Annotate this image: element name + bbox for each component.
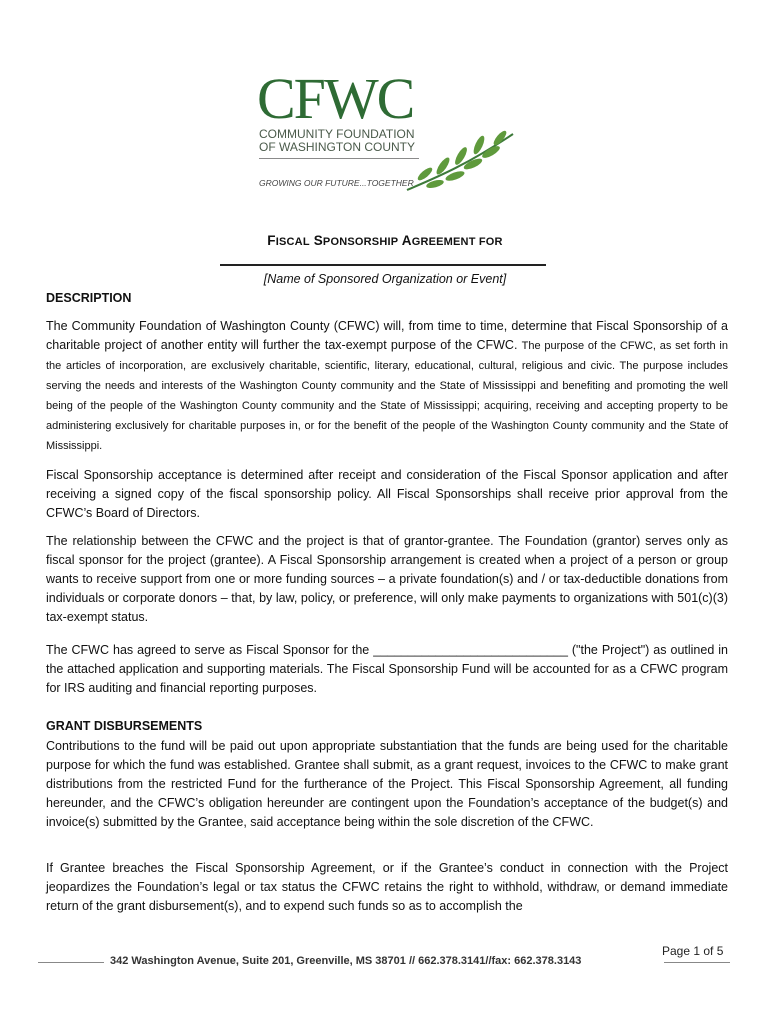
document-subtitle: [Name of Sponsored Organization or Event] [263,272,507,286]
footer-rule-left [38,962,104,963]
logo-tagline: GROWING OUR FUTURE...TOGETHER [259,178,414,188]
grant-paragraph-2: If Grantee breaches the Fiscal Sponsorship Agreement, or if the Grantee’s conduct in connection with the Project jeopardizes the Foundation’s legal or tax status the CFWC retains the right to withhold, withdraw, or demand immediate return of the grant disbursement(s), and to expend such funds so as to accomplish the [46,861,728,913]
description-paragraph-2: Fiscal Sponsorship acceptance is determined after receipt and consideration of the Fiscal Sponsor application and after receiving a signed copy of the fiscal sponsorship policy. All Fiscal Sponsorships shall receive prior approval from the CFWC’s Board of Directors. [46,468,728,520]
title-blank-line [220,264,546,266]
grant-paragraph-1: Contributions to the fund will be paid out upon appropriate substantiation that the funds are being used for the charitable purpose for which the fund was established. Grantee shall submit, as a grant request, invoices to the CFWC to make grant distributions from the restricted Fund for the furtherance of the Project. This Fiscal Sponsorship Agreement, all funding hereunder, and the CFWC’s obligation hereunder are contingent upon the Foundation’s acceptance of the budget(s) and invoice(s) submitted by the Grantee, said acceptance being within the sole discretion of the CFWC. [46,739,728,829]
cfwc-logo [255,66,520,195]
description-paragraph-4: The CFWC has agreed to serve as Fiscal Sponsor for the ____________________________ ("the Project") as outlined in the attached application and supporting materials. The Fiscal Sponsorship Fund will be accounted for as a CFWC program for IRS auditing and financial reporting purposes. [46,643,728,695]
grant-heading: GRANT DISBURSEMENTS [46,719,203,733]
logo-rule [259,158,419,159]
logo-line-2: OF WASHINGTON COUNTY [259,140,415,154]
footer-address: 342 Washington Avenue, Suite 201, Greenville, MS 38701 // 662.378.3141//fax: 662.378.3143 [110,955,582,967]
document-title: FISCAL SPONSORSHIP AGREEMENT FOR [267,233,503,248]
description-paragraph-3: The relationship between the CFWC and the project is that of grantor-grantee. The Foundation (grantor) serves only as fiscal sponsor for the project (grantee). A Fiscal Sponsorship arrangement is created when a project of a person or group wants to receive support from one or more funding sources – a private foundation(s) and / or tax-deductible donations from individuals or corporate donors – that, by law, policy, or preference, will only make payments to organizations with 501(c)(3) tax-exempt status. [46,534,728,624]
footer-rule-right [664,962,730,963]
logo-letters: CFWC [257,66,414,131]
description-heading: DESCRIPTION [46,291,132,305]
olive-branch-icon [405,130,517,194]
page-number: Page 1 of 5 [662,944,724,958]
logo-line-1: COMMUNITY FOUNDATION [259,127,415,141]
description-paragraph-1: The Community Foundation of Washington County (CFWC) will, from time to time, determine that Fiscal Sponsorship of a charitable project of another entity will further the tax-exempt purpose of the CFWC. The purpose of the CFWC, as set forth in the articles of incorporation, are exclusively charitable, scientific, literary, educational, cultural, religious and civic. The purpose includes serving the needs and interests of the Washington County community and the State of Mississippi and benefiting and promoting the well being of the people of the Washington County community and the State of Mississippi; acquiring, receiving and accepting property to be administering exclusively for charitable purposes in, or for the benefit of the people of the Washington County community and the State of Mississippi. [46,319,728,452]
